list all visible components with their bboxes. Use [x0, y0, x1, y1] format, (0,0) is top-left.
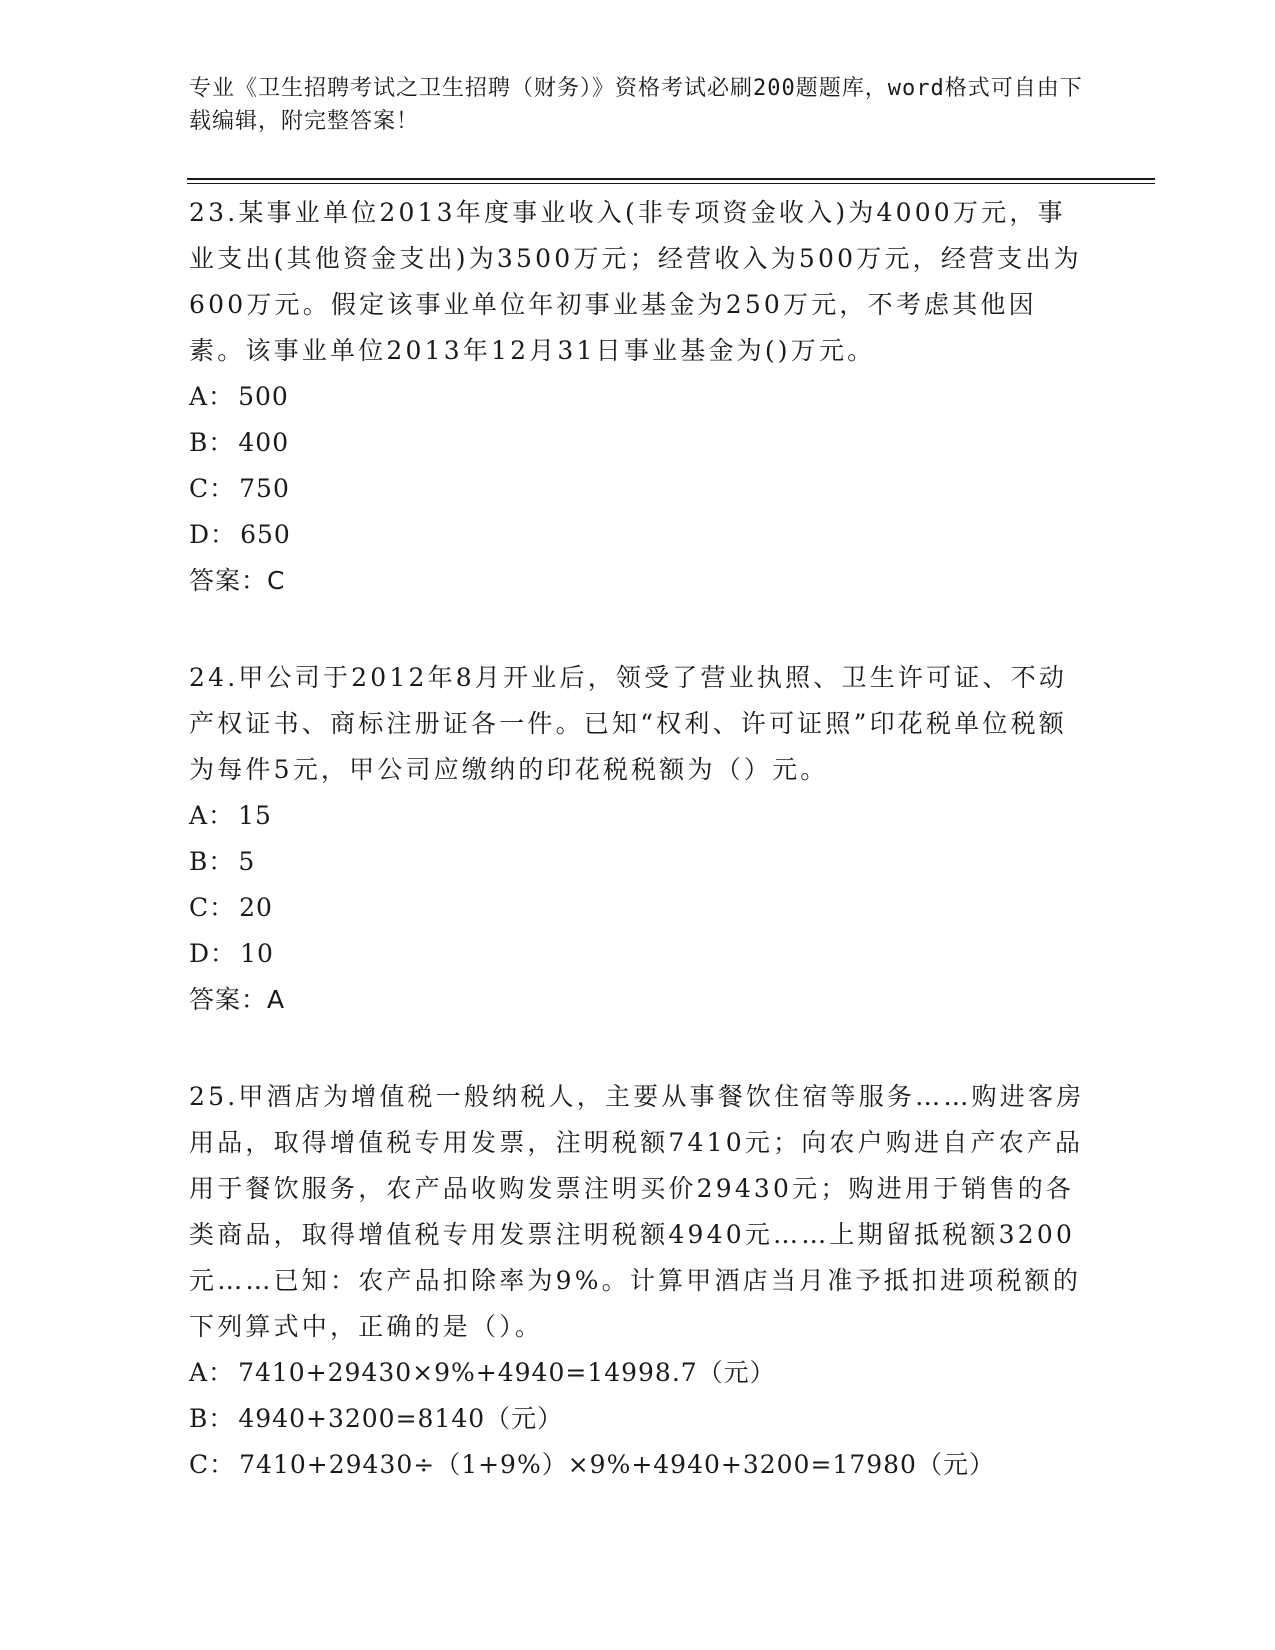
document-header	[189, 72, 1089, 138]
header-rule-thick	[187, 178, 1155, 180]
option-letter: C	[189, 893, 210, 922]
option-separator: ：	[210, 520, 237, 549]
option-letter: B	[189, 428, 209, 457]
answer-line: 答案：C	[189, 566, 286, 595]
option-value: 400	[238, 428, 290, 457]
question-stem: 23.某事业单位2013年度事业收入(非专项资金收入)为4000万元，事业支出(其他资金支出)为3500万元；经营收入为500万元，经营支出为600万元。假定该事业单位年初事业基金为250万元，不考虑其他因素。该事业单位2013年12月31日事业基金为()万元。	[189, 198, 1082, 365]
option-separator: ：	[208, 1404, 235, 1433]
option-letter: D	[189, 939, 211, 968]
option-value: 4940+3200=8140（元）	[238, 1404, 564, 1433]
question-list	[189, 190, 1089, 1539]
option-d	[189, 931, 1089, 977]
option-a	[189, 1350, 1089, 1396]
option-separator: ：	[210, 939, 237, 968]
option-letter: A	[189, 382, 209, 411]
option-separator: ：	[209, 1450, 236, 1479]
option-letter: C	[189, 474, 210, 503]
option-letter: B	[189, 1404, 209, 1433]
option-letter: B	[189, 847, 209, 876]
option-a	[189, 374, 1089, 420]
option-b	[189, 1396, 1089, 1442]
option-value: 7410+29430÷（1+9%）×9%+4940+3200=17980（元）	[239, 1450, 995, 1479]
option-separator: ：	[208, 428, 235, 457]
option-separator: ：	[208, 801, 235, 830]
question-24	[189, 655, 1089, 1023]
option-value: 500	[238, 382, 289, 411]
option-value: 20	[239, 893, 273, 922]
option-value: 650	[240, 520, 291, 549]
option-value: 5	[238, 847, 256, 876]
option-b	[189, 839, 1089, 885]
option-value: 750	[239, 474, 290, 503]
header-text: 专业《卫生招聘考试之卫生招聘（财务）》资格考试必刷200题题库，word格式可自由下载编辑，附完整答案！	[189, 76, 1083, 134]
option-letter: D	[189, 520, 211, 549]
option-separator: ：	[209, 893, 236, 922]
question-stem: 24.甲公司于2012年8月开业后，领受了营业执照、卫生许可证、不动产权证书、商标注册证各一件。已知“权利、许可证照”印花税单位税额为每件5元，甲公司应缴纳的印花税税额为（）元。	[189, 663, 1068, 784]
option-c	[189, 1442, 1089, 1488]
option-a	[189, 793, 1089, 839]
question-23	[189, 190, 1089, 604]
option-value: 15	[238, 801, 272, 830]
option-separator: ：	[208, 382, 235, 411]
question-25	[189, 1074, 1089, 1488]
option-b	[189, 420, 1089, 466]
option-value: 7410+29430×9%+4940=14998.7（元）	[238, 1358, 776, 1387]
option-separator: ：	[208, 1358, 235, 1387]
header-rule-thin	[187, 183, 1155, 184]
option-value: 10	[240, 939, 274, 968]
option-letter: C	[189, 1450, 210, 1479]
option-c	[189, 466, 1089, 512]
option-letter: A	[189, 1358, 209, 1387]
option-c	[189, 885, 1089, 931]
question-stem: 25.甲酒店为增值税一般纳税人，主要从事餐饮住宿等服务……购进客房用品，取得增值税专用发票，注明税额7410元；向农户购进自产农产品用于餐饮服务，农产品收购发票注明买价29430元；购进用于销售的各类商品，取得增值税专用发票注明税额4940元……上期留抵税额3200元……已知：农产品扣除率为9%。计算甲酒店当月准予抵扣进项税额的下列算式中，正确的是（）。	[189, 1082, 1085, 1341]
option-separator: ：	[209, 474, 236, 503]
answer-line: 答案：A	[189, 985, 286, 1014]
option-d	[189, 512, 1089, 558]
option-separator: ：	[208, 847, 235, 876]
option-letter: A	[189, 801, 209, 830]
